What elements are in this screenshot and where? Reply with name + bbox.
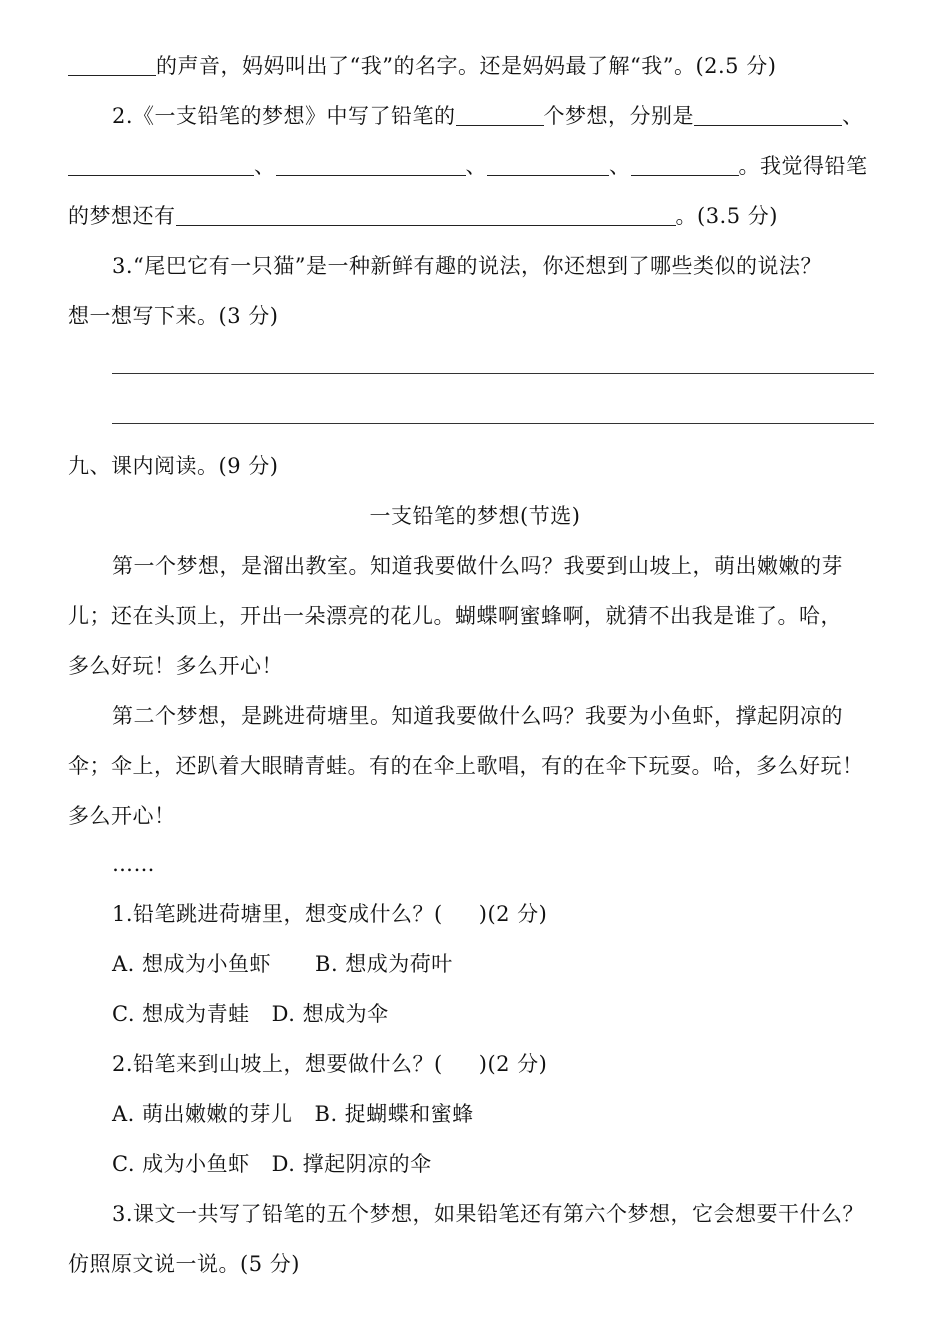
q8-3-line2-text: 想一想写下来。 — [68, 304, 219, 328]
q8-2-sep: 、 — [842, 104, 864, 128]
q8-2-period-text: 。我觉得铅笔 — [738, 154, 868, 178]
sub2-option-b[interactable]: B. 捉蝴蝶和蜜蜂 — [314, 1102, 474, 1126]
q8-3-score: (3 分) — [218, 304, 279, 328]
answer-blank-dream-1[interactable] — [694, 103, 842, 126]
sub1-score: (2 分) — [487, 902, 548, 926]
passage-para2-line2: 伞；伞上，还趴着大眼睛青蛙。有的在伞上歌唱，有的在伞下玩耍。哈，多么好玩！ — [68, 754, 864, 778]
sub3-score: (5 分) — [240, 1252, 300, 1276]
passage-ellipsis: …… — [112, 852, 155, 876]
q8-2-prefix: 2.《一支铅笔的梦想》中写了铅笔的 — [112, 104, 456, 128]
q8-2-line2 — [68, 151, 888, 181]
q8-2-mid: 个梦想，分别是 — [543, 104, 695, 128]
sub1-option-a[interactable]: A. 想成为小鱼虾 — [112, 952, 272, 976]
passage-para1-line1: 第一个梦想，是溜出教室。知道我要做什么吗？我要到山坡上，萌出嫩嫩的芽 — [112, 554, 843, 578]
q8-3-line2 — [68, 301, 888, 331]
sub1-option-b[interactable]: B. 想成为荷叶 — [315, 952, 453, 976]
sub1-options-ab — [112, 949, 932, 979]
q8-2-line1 — [112, 101, 932, 131]
sub1-option-c[interactable]: C. 想成为青蛙 — [112, 1002, 250, 1026]
sub2-options-cd — [112, 1149, 932, 1179]
sub3-line2 — [68, 1249, 888, 1279]
answer-blank-dream-5[interactable] — [631, 153, 739, 176]
passage-para2-line1: 第二个梦想，是跳进荷塘里。知道我要做什么吗？我要为小鱼虾，撑起阴凉的 — [112, 704, 843, 728]
q8-1-tail-line — [68, 51, 888, 81]
q8-1-text: 的声音，妈妈叫出了“我”的名字。还是妈妈最了解“我”。 — [156, 54, 696, 78]
sub2-score: (2 分) — [487, 1052, 548, 1076]
sub2-option-a[interactable]: A. 萌出嫩嫩的芽儿 — [112, 1102, 293, 1126]
sub2-stem — [112, 1049, 932, 1079]
answer-blank[interactable] — [68, 53, 156, 76]
q8-2-score: (3.5 分) — [697, 204, 778, 228]
sub1-stem-text: 1.铅笔跳进荷塘里，想变成什么？( — [112, 902, 443, 926]
q8-2-sep: 、 — [465, 154, 487, 178]
answer-blank-dream-4[interactable] — [487, 153, 609, 176]
sub1-stem — [112, 899, 932, 929]
sub3-line1: 3.课文一共写了铅笔的五个梦想，如果铅笔还有第六个梦想，它会想要干什么？ — [112, 1202, 865, 1226]
sub3-line2-text: 仿照原文说一说。 — [68, 1252, 240, 1276]
sub2-stem-end: ) — [478, 1052, 488, 1076]
answer-blank-dream-3[interactable] — [276, 153, 466, 176]
sub1-options-cd — [112, 999, 932, 1029]
q8-3-line1: 3.“尾巴它有一只猫”是一种新鲜有趣的说法，你还想到了哪些类似的说法？ — [112, 254, 823, 278]
sub2-stem-text: 2.铅笔来到山坡上，想要做什么？( — [112, 1052, 443, 1076]
sub2-option-d[interactable]: D. 撑起阴凉的伞 — [271, 1152, 432, 1176]
q8-2-sep: 、 — [609, 154, 631, 178]
answer-blank-count[interactable] — [456, 103, 544, 126]
q8-2-line3-prefix: 的梦想还有 — [68, 204, 176, 228]
answer-line-2[interactable] — [112, 423, 874, 424]
q8-2-line3-end: 。 — [675, 204, 697, 228]
q8-2-line3 — [68, 201, 888, 231]
answer-line-1[interactable] — [112, 373, 874, 374]
sub1-option-d[interactable]: D. 想成为伞 — [271, 1002, 389, 1026]
passage-para1-line2: 儿；还在头顶上，开出一朵漂亮的花儿。蝴蝶啊蜜蜂啊，就猜不出我是谁了。哈， — [68, 604, 842, 628]
q8-2-sep: 、 — [254, 154, 276, 178]
section-9-heading-text: 九、课内阅读。 — [68, 454, 219, 478]
sub1-stem-end: ) — [478, 902, 488, 926]
passage-para1-line3: 多么好玩！多么开心！ — [68, 654, 283, 678]
sub2-option-c[interactable]: C. 成为小鱼虾 — [112, 1152, 250, 1176]
passage-title: 一支铅笔的梦想(节选) — [369, 504, 581, 528]
answer-blank-dream-2[interactable] — [68, 153, 254, 176]
sub2-options-ab — [112, 1099, 932, 1129]
answer-blank-more-dreams[interactable] — [176, 203, 676, 226]
section-9-heading — [68, 451, 888, 481]
section-9-score: (9 分) — [218, 454, 279, 478]
passage-para2-line3: 多么开心！ — [68, 804, 176, 828]
q8-1-score: (2.5 分) — [695, 54, 777, 78]
